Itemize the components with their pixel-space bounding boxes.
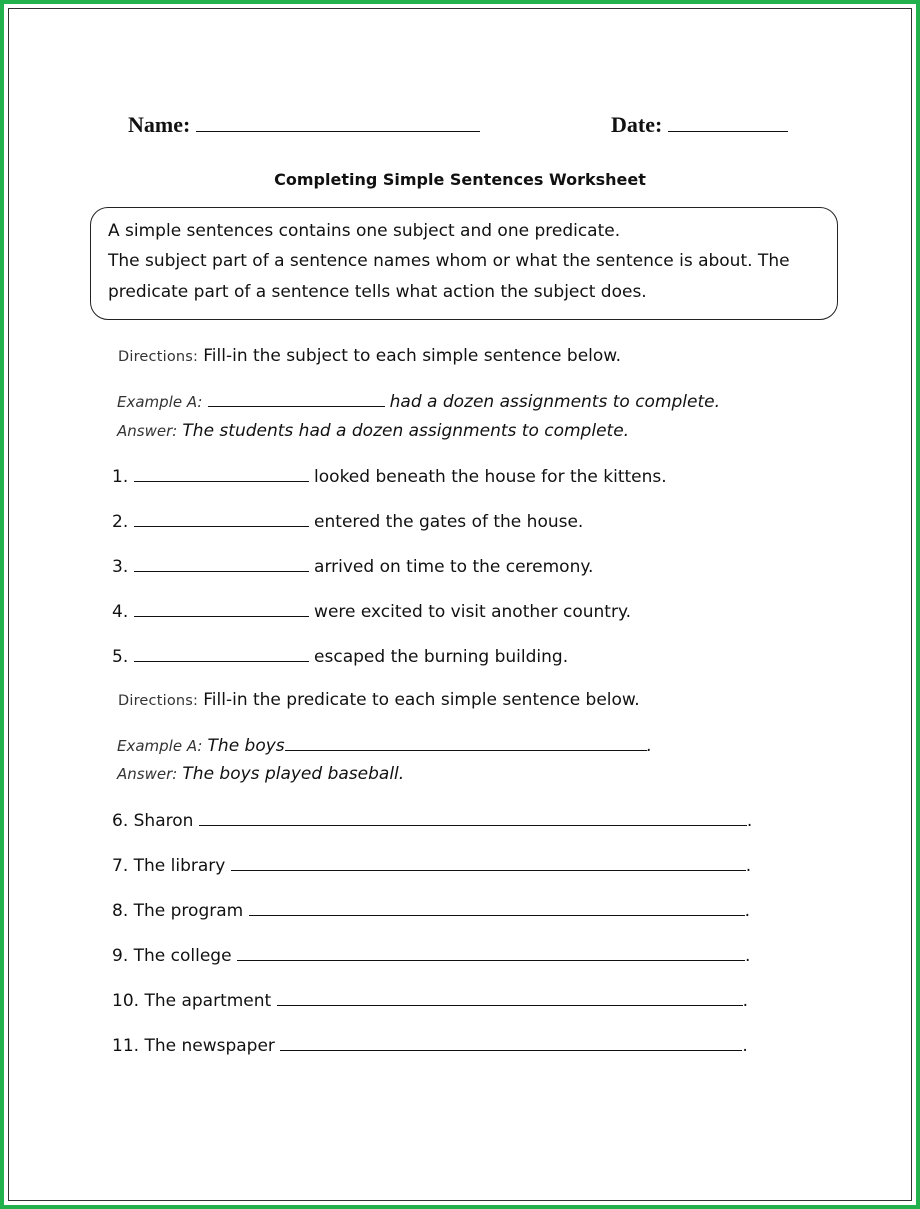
date-label: Date: <box>611 112 663 137</box>
list-item <box>112 856 751 876</box>
answer-blank[interactable] <box>134 647 309 662</box>
answer-blank[interactable] <box>134 557 309 572</box>
item-number: 5. <box>112 647 129 667</box>
item-number: 1. <box>112 467 129 487</box>
item-period: . <box>742 1036 748 1056</box>
item-text: entered the gates of the house. <box>314 512 584 532</box>
answer-blank[interactable] <box>199 811 747 826</box>
answer-text: The boys played baseball. <box>182 764 405 784</box>
answer-blank[interactable] <box>134 512 309 527</box>
item-period: . <box>744 946 751 966</box>
example-period: . <box>646 736 653 756</box>
answer-label: Answer: <box>117 765 178 783</box>
answer-blank[interactable] <box>134 467 309 482</box>
answer-blank[interactable] <box>134 602 309 617</box>
list-item <box>112 557 593 577</box>
example-label: Example A: <box>117 737 203 755</box>
date-field <box>611 112 788 138</box>
list-item <box>112 467 667 487</box>
item-period: . <box>744 901 751 921</box>
answer-label: Answer: <box>117 422 178 440</box>
item-text: were excited to visit another country. <box>314 602 631 622</box>
list-item <box>112 901 750 921</box>
directions-2 <box>118 690 640 710</box>
answer-blank[interactable] <box>237 946 745 961</box>
list-item <box>112 647 568 667</box>
directions-1 <box>118 346 621 366</box>
item-text: arrived on time to the ceremony. <box>314 557 594 577</box>
answer-blank[interactable] <box>231 856 746 871</box>
item-period: . <box>742 991 749 1011</box>
directions-label: Directions: <box>118 349 199 365</box>
item-text: escaped the burning building. <box>314 647 569 667</box>
worksheet-title: Completing Simple Sentences Worksheet <box>274 170 646 189</box>
directions-text: Fill-in the subject to each simple sentence below. <box>203 346 622 366</box>
name-field <box>128 112 480 138</box>
directions-text: Fill-in the predicate to each simple sentence below. <box>203 690 640 710</box>
list-item <box>112 512 583 532</box>
example-2 <box>117 736 652 756</box>
item-label: 11. The newspaper <box>112 1036 275 1056</box>
item-label: 9. The college <box>112 946 232 966</box>
name-blank[interactable] <box>196 113 480 132</box>
list-item <box>112 946 750 966</box>
example-label: Example A: <box>117 393 203 411</box>
answer-blank[interactable] <box>277 991 743 1006</box>
list-item <box>112 602 631 622</box>
item-number: 3. <box>112 557 129 577</box>
item-label: 8. The program <box>112 901 244 921</box>
item-period: . <box>746 811 753 831</box>
answer-blank[interactable] <box>280 1036 742 1051</box>
list-item <box>112 811 752 831</box>
answer-blank[interactable] <box>249 901 745 916</box>
item-label: 6. Sharon <box>112 811 194 831</box>
example-text: The boys <box>207 736 285 756</box>
info-box <box>90 207 838 320</box>
example-1 <box>117 392 720 412</box>
item-number: 2. <box>112 512 129 532</box>
answer-2 <box>117 764 404 784</box>
item-number: 4. <box>112 602 129 622</box>
list-item <box>112 991 748 1011</box>
name-label: Name: <box>128 112 191 137</box>
list-item <box>112 1036 748 1056</box>
date-blank[interactable] <box>668 113 788 132</box>
example-text: had a dozen assignments to complete. <box>389 392 721 412</box>
item-text: looked beneath the house for the kittens. <box>314 467 667 487</box>
example-blank <box>208 392 385 407</box>
directions-label: Directions: <box>118 693 199 709</box>
info-line-2: The subject part of a sentence names whom or what the sentence is about. The <box>108 251 790 271</box>
item-period: . <box>745 856 752 876</box>
item-label: 10. The apartment <box>112 991 272 1011</box>
info-line-1: A simple sentences contains one subject and one predicate. <box>108 221 621 241</box>
item-label: 7. The library <box>112 856 226 876</box>
info-line-3: predicate part of a sentence tells what action the subject does. <box>108 282 647 302</box>
example-blank <box>285 736 647 751</box>
answer-1 <box>117 421 629 441</box>
answer-text: The students had a dozen assignments to complete. <box>182 421 630 441</box>
